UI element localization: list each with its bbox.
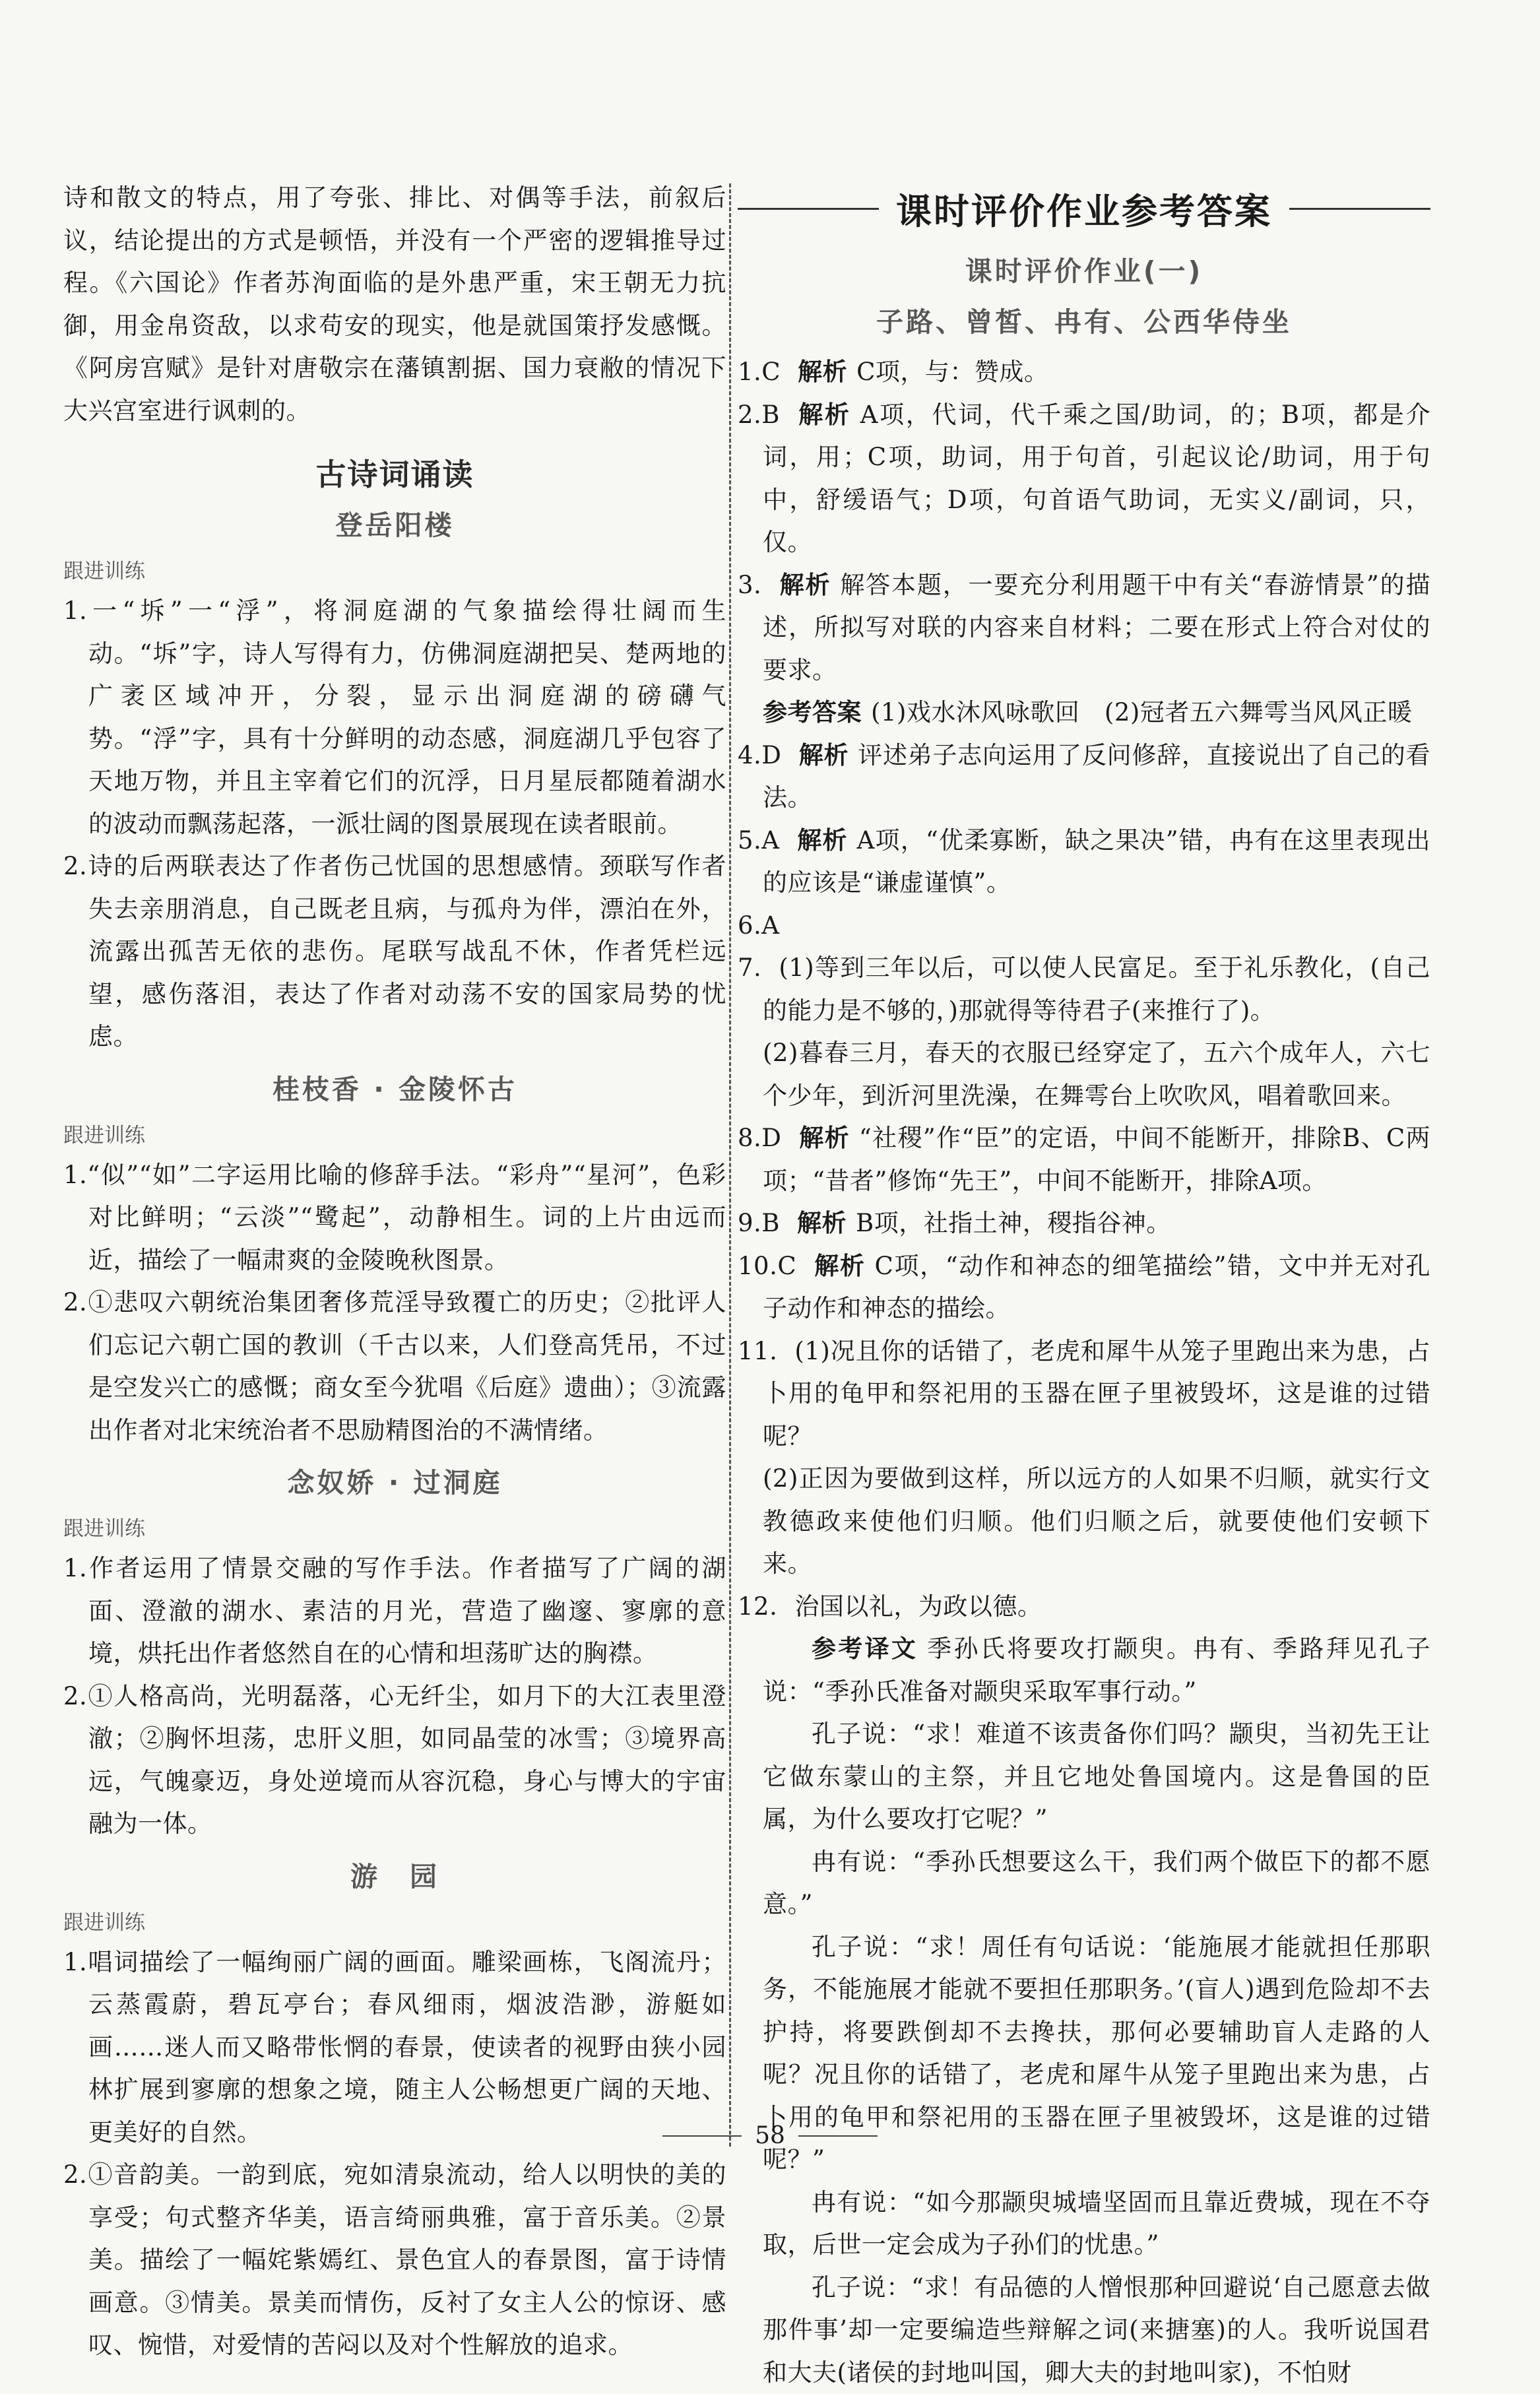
answer-number: 1.C — [738, 358, 781, 386]
translation-text: 季孙氏将要攻打颛臾。冉有、季路拜见孔子说：“季孙氏准备对颛臾采取军事行动。” — [763, 1634, 1430, 1706]
answer-tag: 解析 — [779, 571, 831, 599]
answer-text: (1)戏水沐风咏歌回 (2)冠者五六舞雩当风风正暖 — [871, 698, 1412, 727]
poem-block — [63, 1068, 726, 1452]
translation-paragraph: 孔子说：“求！周任有句话说：‘能施展才能就担任那职务，不能施展才能就不要担任那职务。’(盲人)遇到危险却不去护持，将要跌倒却不去搀扶，那何必要辅助盲人走路的人呢？况且你的话错了，老虎和犀牛从笼子里跑出来为患，占卜用的龟甲和祭祀用的玉器在匣子里被毁坏，这是谁的过错呢？” — [738, 1926, 1430, 2182]
answer-number: 11. — [738, 1337, 777, 1365]
answer-item — [738, 1245, 1430, 1330]
answer-item: 1.“似”“如”二字运用比喻的修辞手法。“彩舟”“星河”，色彩对比鲜明；“云淡”“鹭起”，动静相生。词的上片由远而近，描绘了一幅肃爽的金陵晚秋图景。 — [63, 1154, 726, 1282]
banner-rule-left — [738, 208, 879, 210]
answer-list — [738, 351, 1430, 1628]
answer-text: B项，社指土神，稷指谷神。 — [856, 1209, 1171, 1237]
answer-item — [738, 1330, 1430, 1458]
answer-tag: 解析 — [797, 401, 851, 429]
answer-number: 7. — [738, 954, 761, 982]
practice-label: 跟进训练 — [63, 1512, 726, 1546]
translation-paragraph: 冉有说：“如今那颛臾城墙坚固而且靠近费城，现在不夺取，后世一定会成为子孙们的忧患。” — [738, 2182, 1430, 2267]
answer-item — [738, 734, 1430, 820]
poem-block — [63, 1855, 726, 2367]
poem-title: 登岳阳楼 — [63, 503, 726, 542]
answer-number: 4.D — [738, 741, 781, 769]
answer-number: 8.D — [738, 1124, 781, 1152]
page-footer — [0, 2122, 1540, 2149]
answer-text: 治国以礼，为政以德。 — [794, 1592, 1042, 1621]
lesson-title: 子路、曾皙、冉有、公西华侍坐 — [738, 300, 1430, 339]
answer-item — [738, 1202, 1430, 1245]
answer-text: C项，与：赞成。 — [856, 358, 1048, 386]
answer-tag: 解析 — [797, 826, 848, 855]
banner-title: 课时评价作业参考答案 — [879, 183, 1289, 234]
answer-number: 3. — [738, 571, 761, 599]
right-column — [738, 177, 1430, 2394]
intro-paragraph: 诗和散文的特点，用了夸张、排比、对偶等手法，前叙后议，结论提出的方式是顿悟，并没有一个严密的逻辑推导过程。《六国论》作者苏洵面临的是外患严重，宋王朝无力抗御，用金帛资敌，以求苟安的现实，他是就国策抒发感慨。《阿房宫赋》是针对唐敬宗在藩镇割据、国力衰敝的情况下大兴宫室进行讽刺的。 — [63, 177, 726, 432]
answers-banner — [738, 177, 1430, 240]
answer-item — [738, 351, 1430, 394]
answer-text: (1)况且你的话错了，老虎和犀牛从笼子里跑出来为患，占卜用的龟甲和祭祀用的玉器在匣子里被毁坏，这是谁的过错呢？ — [763, 1337, 1430, 1450]
answer-item — [738, 947, 1430, 1032]
practice-label: 跟进训练 — [63, 554, 726, 589]
answer-item — [738, 820, 1430, 905]
answer-text: (2)暮春三月，春天的衣服已经穿定了，五六个成年人，六七个少年，到沂河里洗澡，在舞雩台上吹吹风，唱着歌回来。 — [763, 1039, 1430, 1110]
answer-item — [738, 1117, 1430, 1202]
answer-item: 2.①悲叹六朝统治集团奢侈荒淫导致覆亡的历史；②批评人们忘记六朝亡国的教训（千古以来，人们登高凭吊，不过是空发兴亡的感慨；商女至今犹唱《后庭》遗曲）；③流露出作者对北宋统治者不思励精图治的不满情绪。 — [63, 1281, 726, 1452]
answer-number: 12. — [738, 1592, 777, 1621]
answer-tag: 解析 — [798, 1124, 849, 1152]
answer-tag: 解析 — [798, 358, 847, 386]
translation-paragraph — [738, 1628, 1430, 1713]
translation-paragraph: 孔子说：“求！难道不该责备你们吗？颛臾，当初先王让它做东蒙山的主祭，并且它地处鲁国境内。这是鲁国的臣属，为什么要攻打它呢？” — [738, 1713, 1430, 1841]
answer-item — [738, 394, 1430, 564]
footer-rule-right — [798, 2135, 878, 2137]
column-divider — [729, 183, 731, 2147]
answer-text: A项，“优柔寡断，缺之果决”错，冉有在这里表现出的应该是“谦虚谨慎”。 — [763, 826, 1430, 897]
translation-tag: 参考译文 — [812, 1634, 918, 1663]
answer-text: C项，“动作和神态的细笔描绘”错，文中并无对孔子动作和神态的描绘。 — [763, 1252, 1430, 1323]
answer-item — [738, 564, 1430, 692]
answer-item — [738, 692, 1430, 734]
poem-block — [63, 503, 726, 1058]
answer-text: (1)等到三年以后，可以使人民富足。至于礼乐教化，(自己的能力是不够的，)那就得等待君子(来推行了)。 — [763, 954, 1430, 1025]
practice-label: 跟进训练 — [63, 1118, 726, 1153]
practice-label: 跟进训练 — [63, 1906, 726, 1940]
answer-text: 解答本题，一要充分利用题干中有关“春游情景”的描述，所拟写对联的内容来自材料；二要在形式上符合对仗的要求。 — [763, 571, 1430, 684]
banner-rule-right — [1289, 208, 1430, 210]
left-column — [63, 177, 726, 2367]
answer-text: 评述弟子志向运用了反问修辞，直接说出了自己的看法。 — [763, 741, 1430, 812]
answer-text: A项，代词，代千乘之国/助词，的；B项，都是介词，用；C项，助词，用于句首，引起议论/助词，用于句中，舒缓语气；D项，句首语气助词，无实义/副词，只，仅。 — [763, 401, 1430, 557]
answer-tag: 解析 — [797, 1209, 847, 1237]
answer-tag: 解析 — [798, 741, 849, 769]
answer-tag: 解析 — [814, 1252, 865, 1280]
page-number: 58 — [755, 2122, 785, 2149]
answer-item: 2.①人格高尚，光明磊落，心无纤尘，如月下的大江表里澄澈；②胸怀坦荡，忠肝义胆，如同晶莹的冰雪；③境界高远，气魄豪迈，身处逆境而从容沉稳，身心与博大的宇宙融为一体。 — [63, 1675, 726, 1846]
footer-rule-left — [662, 2135, 742, 2137]
answer-tag: 参考答案 — [763, 698, 862, 727]
answer-item: 1.唱词描绘了一幅绚丽广阔的画面。雕梁画栋，飞阁流丹；云蒸霞蔚，碧瓦亭台；春风细雨，烟波浩渺，游艇如画……迷人而又略带怅惘的春景，使读者的视野由狭小园林扩展到寥廓的想象之境，随主人公畅想更广阔的天地、更美好的自然。 — [63, 1941, 726, 2154]
poem-block — [63, 1461, 726, 1846]
answer-number: 6.A — [738, 911, 780, 940]
assignment-subtitle: 课时评价作业(一) — [738, 249, 1430, 288]
answer-item: 2.诗的后两联表达了作者伤己忧国的思想感情。颈联写作者失去亲朋消息，自己既老且病，与孤舟为伴，漂泊在外，流露出孤苦无依的悲伤。尾联写战乱不休，作者凭栏远望，感伤落泪，表达了作者对动荡不安的国家局势的忧虑。 — [63, 845, 726, 1058]
translation-paragraph: 孔子说：“求！有品德的人憎恨那种回避说‘自己愿意去做那件事’却一定要编造些辩解之词(来搪塞)的人。我听说国君和大夫(诸侯的封地叫国，卿大夫的封地叫家)，不怕财 — [738, 2267, 1430, 2394]
answer-number: 5.A — [738, 826, 780, 855]
answer-text: “社稷”作“臣”的定语，中间不能断开，排除B、C两项；“昔者”修饰“先王”，中间不能断开，排除A项。 — [763, 1124, 1430, 1195]
section-title: 古诗词诵读 — [63, 451, 726, 494]
answer-item: 1.作者运用了情景交融的写作手法。作者描写了广阔的湖面、澄澈的湖水、素洁的月光，营造了幽邃、寥廓的意境，烘托出作者悠然自在的心情和坦荡旷达的胸襟。 — [63, 1547, 726, 1675]
poem-title: 桂枝香 · 金陵怀古 — [63, 1068, 726, 1107]
answer-item — [738, 1458, 1430, 1586]
poem-title: 游 园 — [63, 1855, 726, 1894]
answer-item — [738, 1586, 1430, 1629]
poem-title: 念奴娇 · 过洞庭 — [63, 1461, 726, 1500]
answer-number: 9.B — [738, 1209, 780, 1237]
answer-item — [738, 905, 1430, 948]
translation-paragraph: 冉有说：“季孙氏想要这么干，我们两个做臣下的都不愿意。” — [738, 1841, 1430, 1926]
answer-number: 2.B — [738, 401, 780, 429]
answer-item: 1.一“坼”一“浮”，将洞庭湖的气象描绘得壮阔而生动。“坼”字，诗人写得有力，仿佛洞庭湖把吴、楚两地的广袤区域冲开，分裂，显示出洞庭湖的磅礴气势。“浮”字，具有十分鲜明的动态感，洞庭湖几乎包容了天地万物，并且主宰着它们的沉浮，日月星辰都随着湖水的波动而飘荡起落，一派壮阔的图景展现在读者眼前。 — [63, 590, 726, 845]
answer-number: 10.C — [738, 1252, 796, 1280]
answer-item — [738, 1032, 1430, 1117]
answer-text: (2)正因为要做到这样，所以远方的人如果不归顺，就实行文教德政来使他们归顺。他们归顺之后，就要使他们安顿下来。 — [763, 1464, 1430, 1578]
answer-item: 2.①音韵美。一韵到底，宛如清泉流动，给人以明快的美的享受；句式整齐华美，语言绮丽典雅，富于音乐美。②景美。描绘了一幅姹紫嫣红、景色宜人的春景图，富于诗情画意。③情美。景美而情伤，反衬了女主人公的惊讶、感叹、惋惜，对爱情的苦闷以及对个性解放的追求。 — [63, 2154, 726, 2367]
